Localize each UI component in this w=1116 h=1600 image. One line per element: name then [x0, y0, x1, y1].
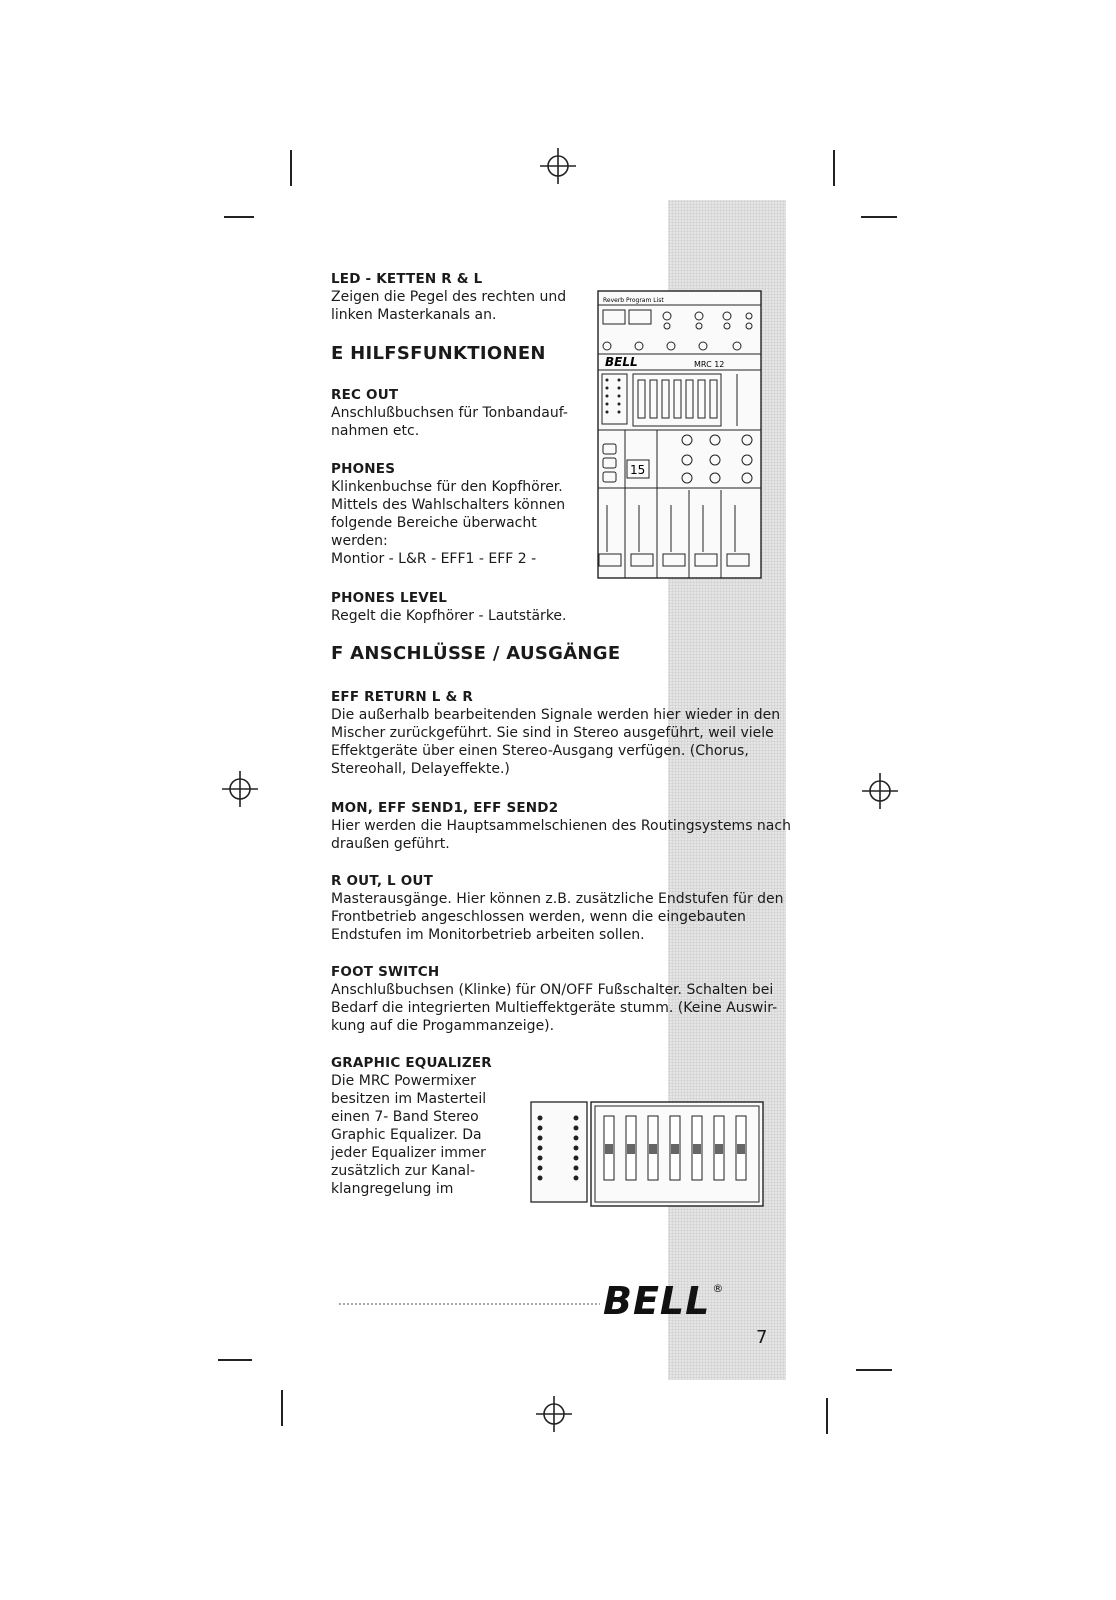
crop-mark-left-upper	[224, 216, 254, 218]
mon-eff-send-heading: MON, EFF SEND1, EFF SEND2	[331, 800, 559, 816]
registered-mark: ®	[712, 1282, 725, 1295]
graphic-eq-illustration	[530, 1100, 770, 1210]
crop-mark-bottom-right	[826, 1398, 828, 1434]
eff-return-block	[331, 688, 791, 778]
section-e-title: E HILFSFUNKTIONEN	[331, 343, 546, 364]
phones-level-heading: PHONES LEVEL	[331, 590, 448, 606]
eff-return-heading: EFF RETURN L & R	[331, 689, 473, 705]
led-chains-body: Zeigen die Pegel des rechten und linken Masterkanals an.	[331, 289, 567, 323]
graphic-eq-heading: GRAPHIC EQUALIZER	[331, 1055, 492, 1071]
rec-out-block	[331, 386, 581, 440]
crop-mark-left-lower	[218, 1359, 252, 1361]
crop-mark-right-lower	[856, 1369, 892, 1371]
mixer-display-value: 15	[630, 463, 646, 477]
crop-mark-right-upper	[861, 216, 897, 218]
registration-mark-top	[538, 146, 578, 186]
r-l-out-block	[331, 872, 791, 944]
section-f-title: F ANSCHLÜSSE / AUSGÄNGE	[331, 643, 621, 664]
mon-eff-send-body: Hier werden die Hauptsammelschienen des Routingsystems nach draußen geführt.	[331, 818, 791, 852]
mixer-brand-logo: BELL	[605, 355, 638, 369]
rec-out-body: Anschlußbuchsen für Tonbandauf- nahmen etc.	[331, 405, 568, 439]
mixer-model-label: MRC 12	[694, 360, 725, 369]
graphic-eq-block	[331, 1054, 521, 1198]
mixer-illustration	[597, 290, 762, 580]
r-l-out-body: Masterausgänge. Hier können z.B. zusätzliche Endstufen für den Frontbetrieb angeschlossen werden, wenn die eingebauten Endstufen im Monitorbetrieb arbeiten sollen.	[331, 891, 784, 943]
r-l-out-heading: R OUT, L OUT	[331, 873, 433, 889]
phones-body: Klinkenbuchse für den Kopfhörer. Mittels des Wahlschalters können folgende Bereiche überwacht werden: Montior - L&R - EFF1 - EFF 2 -	[331, 479, 566, 567]
graphic-eq-body: Die MRC Powermixer besitzen im Masterteil einen 7- Band Stereo Graphic Equalizer. Da jeder Equalizer immer zusätzlich zur Kanal- klangregelung im	[331, 1073, 487, 1197]
bell-logo	[603, 1279, 724, 1323]
registration-mark-right	[860, 771, 900, 811]
panel-label: Reverb Program List	[603, 297, 664, 304]
crop-mark-bottom-left	[281, 1390, 283, 1426]
phones-block	[331, 460, 591, 568]
crop-mark-top-right	[833, 150, 835, 186]
rec-out-heading: REC OUT	[331, 387, 399, 403]
foot-switch-block	[331, 963, 791, 1035]
led-chains-heading: LED - KETTEN R & L	[331, 271, 483, 287]
registration-mark-left	[220, 769, 260, 809]
led-chains-block	[331, 270, 581, 324]
phones-level-body: Regelt die Kopfhörer - Lautstärke.	[331, 608, 567, 624]
page-number: 7	[756, 1327, 768, 1348]
footer-dotted-rule	[338, 1302, 600, 1306]
eff-return-body: Die außerhalb bearbeitenden Signale werden hier wieder in den Mischer zurückgeführt. Sie sind in Stereo ausgeführt, weil viele Effektgeräte über einen Stereo-Ausgang verfügen. (Chorus, Stereohall, Delayeffekte.)	[331, 707, 781, 777]
foot-switch-heading: FOOT SWITCH	[331, 964, 440, 980]
phones-heading: PHONES	[331, 461, 396, 477]
registration-mark-bottom	[534, 1394, 574, 1434]
crop-mark-top-left	[290, 150, 292, 186]
phones-level-block	[331, 589, 611, 625]
mon-eff-send-block	[331, 799, 791, 853]
bell-logo-text: BELL	[603, 1279, 711, 1323]
foot-switch-body: Anschlußbuchsen (Klinke) für ON/OFF Fußschalter. Schalten bei Bedarf die integrierten Multieffektgeräte stumm. (Keine Auswir- kung auf die Progammanzeige).	[331, 982, 778, 1034]
